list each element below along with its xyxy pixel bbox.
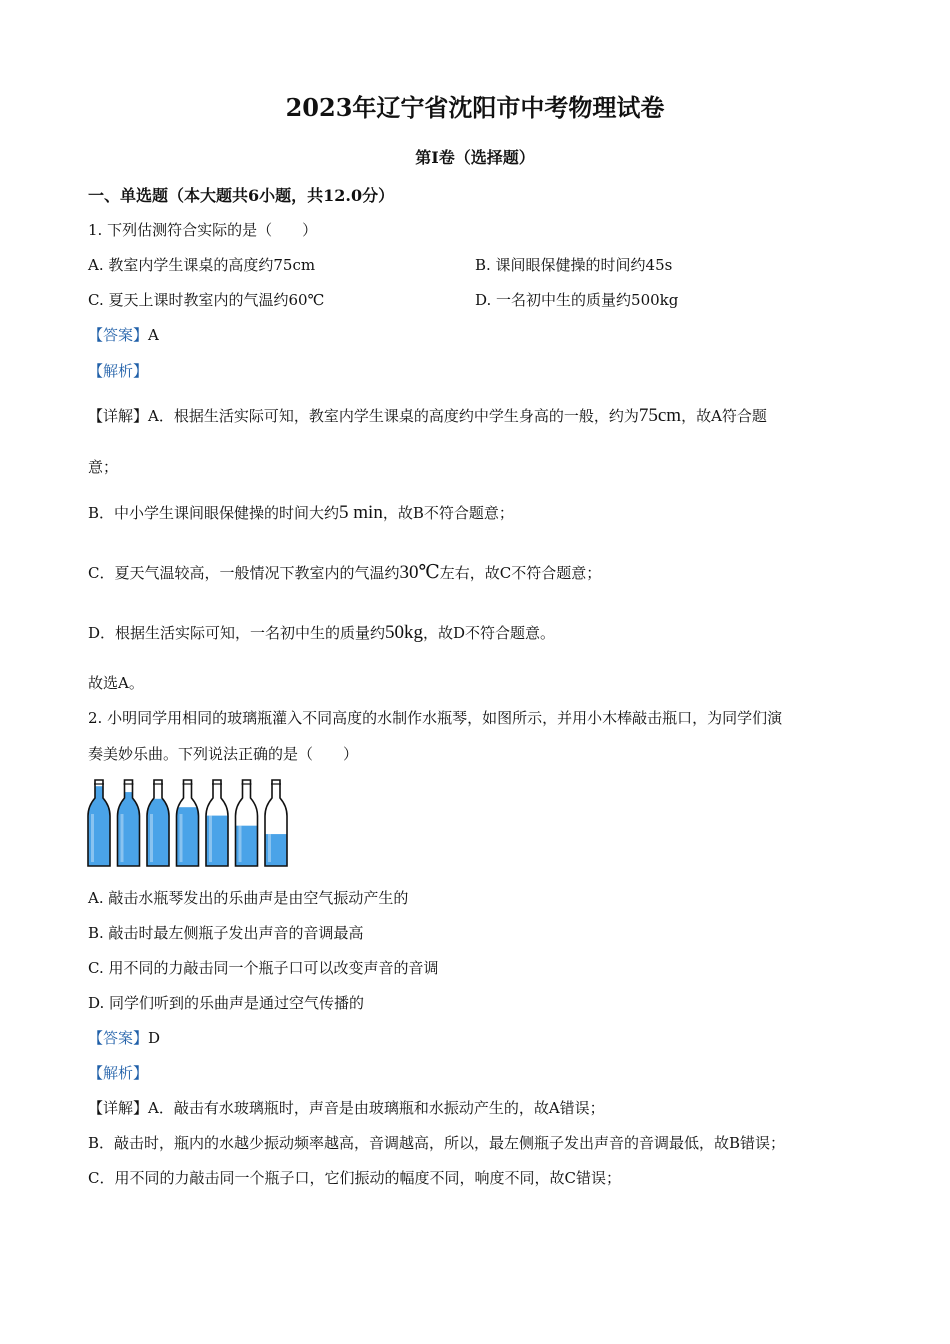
q1-detail-b: [88, 503, 514, 523]
bottle-2: [116, 780, 142, 866]
detail-text: ，故A符合题: [681, 407, 767, 425]
bottle-water: [204, 816, 230, 866]
bottle-6: [234, 780, 260, 866]
bottle-highlight: [121, 814, 124, 862]
q2-detail-b: B．敲击时，瓶内的水越少振动频率越高，音调越高，所以，最左侧瓶子发出声音的音调最低，故B错误；: [88, 1134, 786, 1152]
q1-detail-a: [88, 406, 767, 426]
math-value: 75cm: [638, 405, 682, 426]
math-value: 50kg: [385, 622, 424, 643]
detail-text: C．夏天气温较高，一般情况下教室内的气温约: [88, 564, 400, 582]
bottle-4: [175, 780, 201, 866]
q1-stem: 1. 下列估测符合实际的是（ ）: [88, 221, 318, 239]
q2-analysis-label: 【解析】: [88, 1064, 149, 1082]
q2-answer: [88, 1028, 160, 1048]
detail-text: 【详解】A．根据生活实际可知，教室内学生课桌的高度约中学生身高的一般，约为: [88, 407, 639, 425]
bottle-1: [86, 780, 112, 866]
bottle-water: [234, 826, 260, 866]
q1-analysis-label: 【解析】: [88, 362, 149, 380]
bottle-highlight: [150, 814, 153, 862]
q1-detail-d: [88, 623, 555, 643]
detail-text: 左右，故C不符合题意；: [439, 564, 602, 582]
math-value: 30℃: [399, 562, 440, 583]
answer-label: 【答案】: [88, 326, 149, 344]
bottle-water: [145, 799, 171, 866]
answer-value: D: [148, 1029, 161, 1047]
q2-stem-line2: 奏美妙乐曲。下列说法正确的是（ ）: [88, 745, 359, 763]
volume-subtitle: 第Ⅰ卷（选择题）: [415, 148, 535, 167]
bottle-highlight: [180, 814, 183, 862]
detail-text: D．根据生活实际可知，一名初中生的质量约: [88, 624, 386, 642]
q1-option-a: A. 教室内学生课桌的高度约75cm: [88, 256, 316, 274]
bottle-highlight: [239, 826, 242, 862]
q2-option-c: C. 用不同的力敲击同一个瓶子口可以改变声音的音调: [88, 959, 439, 977]
math-value: 5 min: [339, 502, 383, 523]
q1-answer: [88, 325, 159, 345]
q1-conclusion: 故选A。: [88, 674, 144, 692]
bottle-water: [86, 786, 112, 866]
bottle-highlight: [268, 834, 271, 862]
q2-stem-line1: 2. 小明同学用相同的玻璃瓶灌入不同高度的水制作水瓶琴，如图所示，并用小木棒敲击瓶口，为同学们演: [88, 709, 783, 727]
bottle-highlight: [209, 816, 212, 862]
bottle-water: [116, 792, 142, 866]
q2-option-b: B. 敲击时最左侧瓶子发出声音的音调最高: [88, 924, 364, 942]
bottle-highlight: [91, 814, 94, 862]
detail-text: ，故D不符合题意。: [423, 624, 556, 642]
answer-label: 【答案】: [88, 1029, 149, 1047]
q1-detail-c: [88, 563, 601, 583]
q2-detail-a: 【详解】A．敲击有水玻璃瓶时，声音是由玻璃瓶和水振动产生的，故A错误；: [88, 1099, 605, 1117]
q2-option-a: A. 敲击水瓶琴发出的乐曲声是由空气振动产生的: [88, 889, 409, 907]
q2-option-d: D. 同学们听到的乐曲声是通过空气传播的: [88, 994, 365, 1012]
water-bottles-figure: [86, 778, 296, 870]
bottle-7: [263, 780, 289, 866]
bottle-5: [204, 780, 230, 866]
bottle-water: [175, 807, 201, 866]
bottle-3: [145, 780, 171, 866]
q1-option-d: D. 一名初中生的质量约500kg: [475, 291, 679, 309]
answer-value: A: [148, 326, 159, 344]
bottle-water: [263, 834, 289, 866]
detail-text: ，故B不符合题意；: [382, 504, 514, 522]
q1-option-c: C. 夏天上课时教室内的气温约60℃: [88, 291, 325, 309]
q1-option-b: B. 课间眼保健操的时间约45s: [475, 256, 673, 274]
page-title: 2023年辽宁省沈阳市中考物理试卷: [285, 93, 665, 122]
section-heading: 一、单选题（本大题共6小题，共12.0分）: [88, 186, 395, 205]
detail-text: B．中小学生课间眼保健操的时间大约: [88, 504, 340, 522]
q1-detail-a-cont: 意；: [88, 458, 119, 476]
q2-detail-c: C．用不同的力敲击同一个瓶子口，它们振动的幅度不同，响度不同，故C错误；: [88, 1169, 621, 1187]
